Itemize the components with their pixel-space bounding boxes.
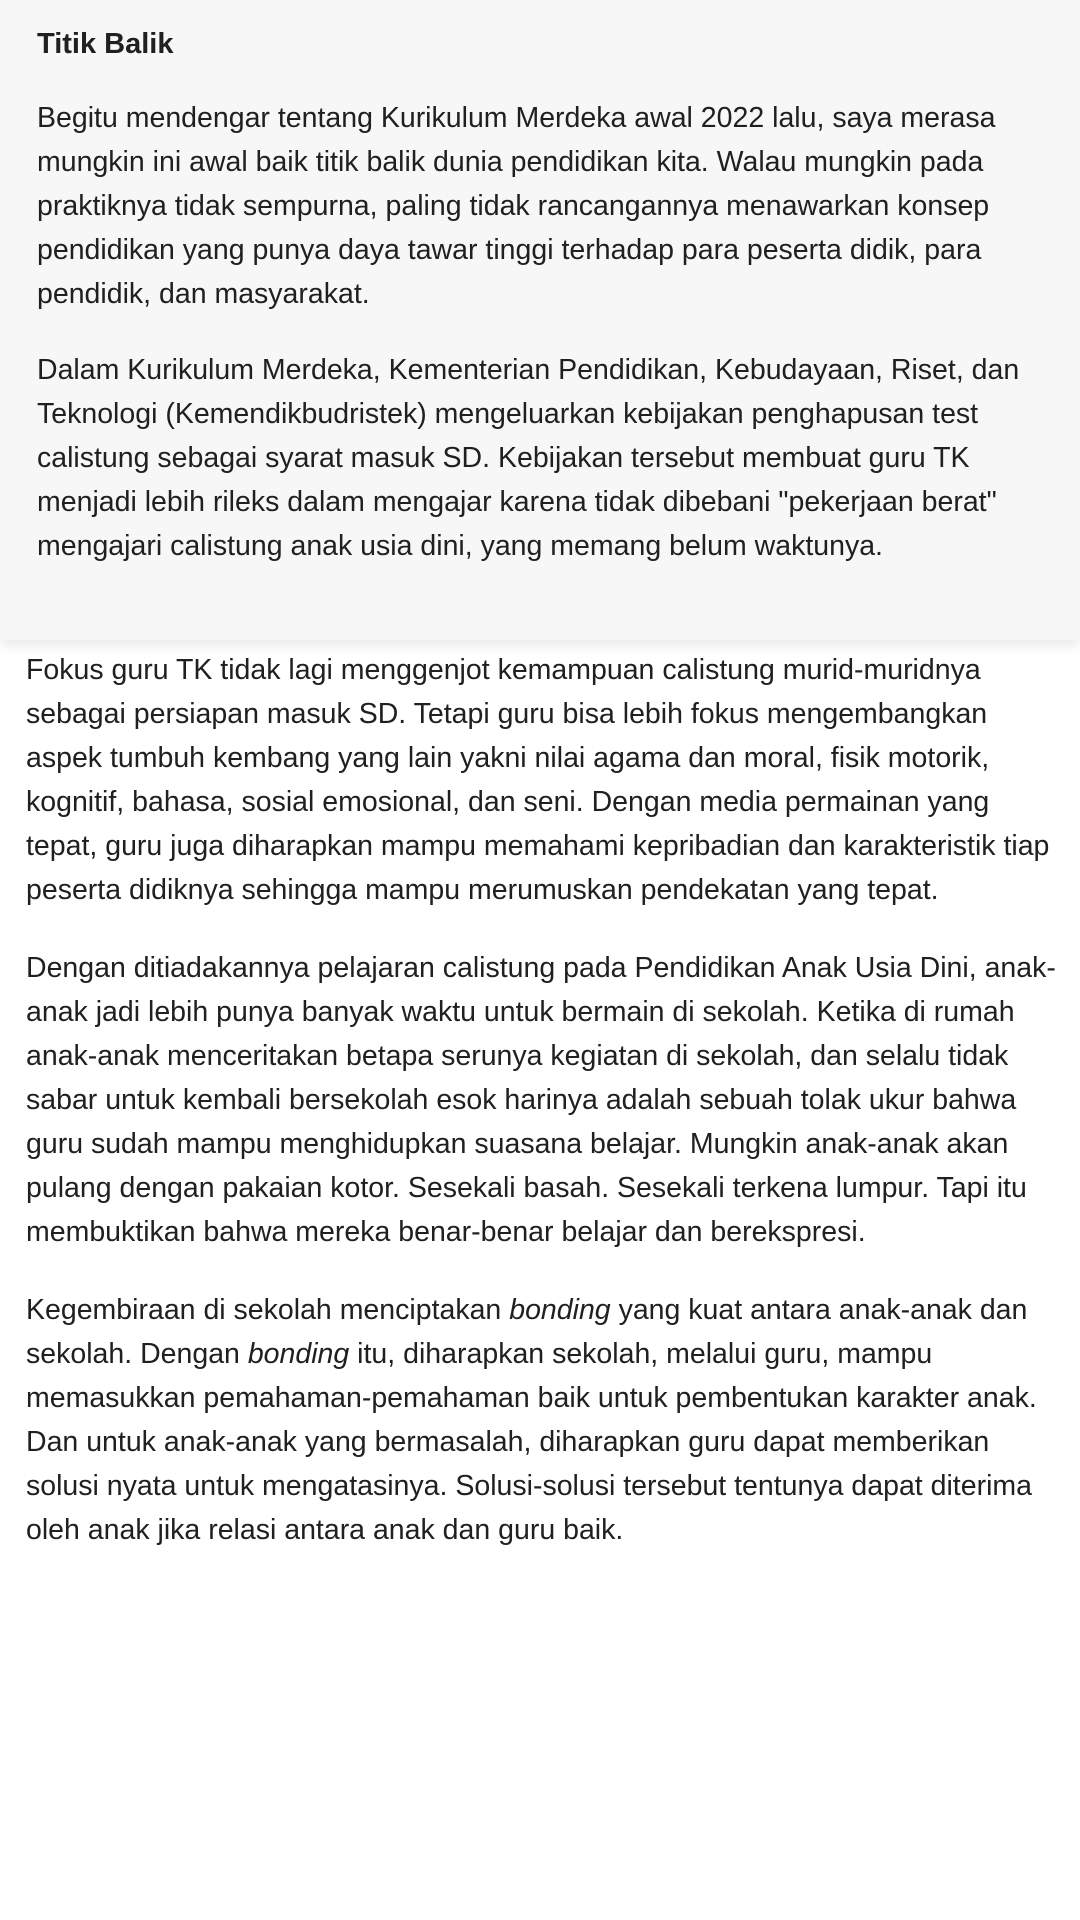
article-body xyxy=(26,648,1066,1586)
text-segment: itu, diharapkan sekolah, melalui guru, mampu memasukkan pemahaman-pemahaman baik untuk pembentukan karakter anak. Dan untuk anak-anak yang bermasalah, diharapkan guru dapat memberikan solusi nyata untuk mengatasinya. Solusi-solusi tersebut tentunya dapat diterima oleh anak jika relasi antara anak dan guru baik. xyxy=(26,1338,1037,1546)
excerpt-paragraph: Dalam Kurikulum Merdeka, Kementerian Pendidikan, Kebudayaan, Riset, dan Teknologi (Kemendikbudristek) mengeluarkan kebijakan penghapusan test calistung sebagai syarat masuk SD. Kebijakan tersebut membuat guru TK menjadi lebih rileks dalam mengajar karena tidak dibebani "pekerjaan berat" mengajari calistung anak usia dini, yang memang belum waktunya. xyxy=(37,354,1020,562)
article-title: Titik Balik xyxy=(37,28,174,60)
highlighted-excerpt-panel xyxy=(0,0,1080,640)
body-paragraph: Dengan ditiadakannya pelajaran calistung pada Pendidikan Anak Usia Dini, anak-anak jadi lebih punya banyak waktu untuk bermain di sekolah. Ketika di rumah anak-anak menceritakan betapa serunya kegiatan di sekolah, dan selalu tidak sabar untuk kembali bersekolah esok harinya adalah sebuah tolak ukur bahwa guru sudah mampu menghidupkan suasana belajar. Mungkin anak-anak akan pulang dengan pakaian kotor. Sesekali basah. Sesekali terkena lumpur. Tapi itu membuktikan bahwa mereka benar-benar belajar dan berekspresi. xyxy=(26,952,1056,1248)
text-segment: Kegembiraan di sekolah menciptakan xyxy=(26,1294,510,1326)
text-segment: yang kuat antara anak-anak dan sekolah. Dengan xyxy=(26,1294,1028,1370)
excerpt-paragraph: Begitu mendengar tentang Kurikulum Merdeka awal 2022 lalu, saya merasa mungkin ini awal baik titik balik dunia pendidikan kita. Walau mungkin pada praktiknya tidak sempurna, paling tidak rancangannya menawarkan konsep pendidikan yang punya daya tawar tinggi terhadap para peserta didik, para pendidik, dan masyarakat. xyxy=(37,102,996,310)
emphasis-bonding: bonding xyxy=(509,1294,611,1326)
body-paragraph: Fokus guru TK tidak lagi menggenjot kemampuan calistung murid-muridnya sebagai persiapan masuk SD. Tetapi guru bisa lebih fokus mengembangkan aspek tumbuh kembang yang lain yakni nilai agama dan moral, fisik motorik, kognitif, bahasa, sosial emosional, dan seni. Dengan media permainan yang tepat, guru juga diharapkan mampu memahami kepribadian dan karakteristik tiap peserta didiknya sehingga mampu merumuskan pendekatan yang tepat. xyxy=(26,654,1050,906)
body-paragraph-last xyxy=(26,1288,1066,1552)
excerpt-content xyxy=(37,26,1067,600)
emphasis-bonding: bonding xyxy=(247,1338,350,1370)
